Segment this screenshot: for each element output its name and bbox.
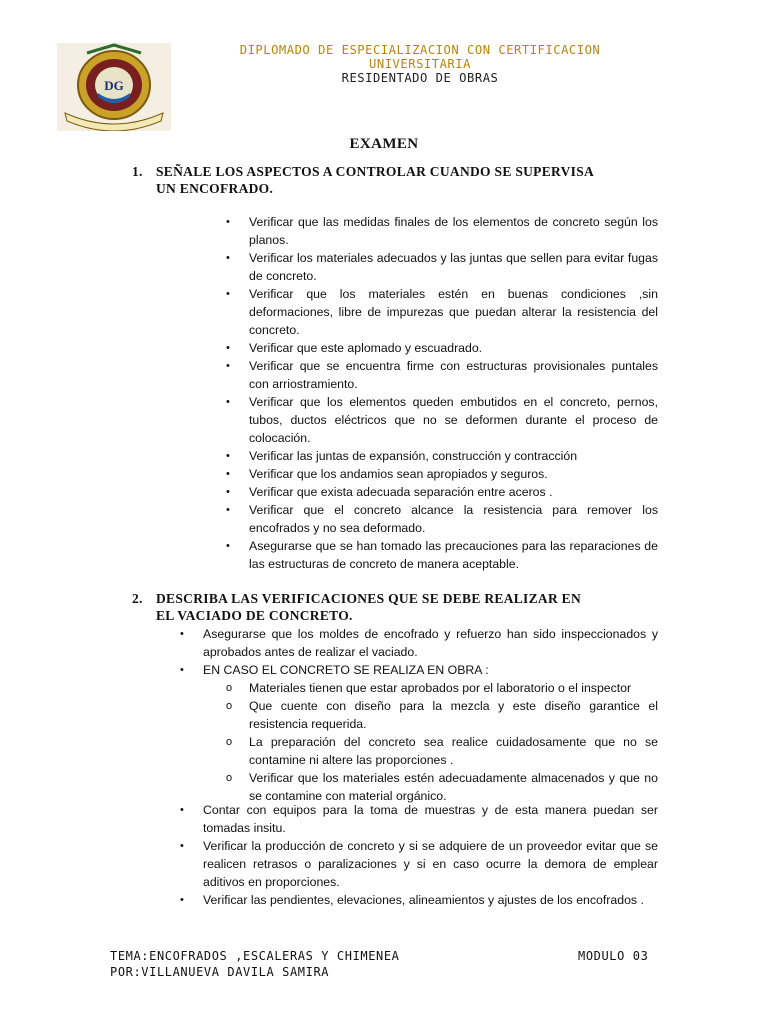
list-item: • Verificar que se encuentra firme con estructuras provisionales puntales con arriostramiento. (226, 359, 658, 391)
institution-logo (57, 43, 171, 131)
list-item: • Verificar que exista adecuada separación entre aceros . (226, 485, 553, 499)
question-1 (132, 163, 658, 197)
circle-bullet-icon: o (226, 736, 233, 748)
bullet-icon: • (226, 540, 230, 552)
list-item: • EN CASO EL CONCRETO SE REALIZA EN OBRA : (180, 663, 489, 677)
list-item: • Verificar que este aplomado y escuadrado. (226, 341, 483, 355)
list-item: • Verificar que los andamios sean apropiados y seguros. (226, 467, 548, 481)
bullet-icon: • (226, 504, 230, 516)
question-1-line-1: SEÑALE LOS ASPECTOS A CONTROLAR CUANDO SE SUPERVISA (156, 164, 595, 179)
bullet-icon: • (180, 840, 184, 852)
bullet-icon: • (226, 288, 230, 300)
question-2-line-2: EL VACIADO DE CONCRETO. (156, 608, 353, 623)
circle-bullet-icon: o (226, 682, 233, 694)
circle-bullet-icon: o (226, 700, 233, 712)
circle-bullet-icon: o (226, 772, 233, 784)
seal-icon (57, 43, 171, 131)
sub-list-item: o Verificar que los materiales estén adecuadamente almacenados y que no se contamine con material orgánico. (226, 771, 658, 803)
bullet-icon: • (226, 360, 230, 372)
bullet-icon: • (180, 664, 184, 676)
question-2-answer-list-b (180, 801, 658, 909)
list-item: • Verificar que los materiales estén en buenas condiciones ,sin deformaciones, libre de impurezas que puedan alterar la resistencia del concreto. (226, 287, 658, 337)
question-1-line-2: UN ENCOFRADO. (156, 181, 274, 196)
question-2-sub-list (226, 679, 658, 805)
question-1-answer-list (226, 213, 658, 573)
document-header (200, 43, 640, 85)
list-item: • Verificar las juntas de expansión, construcción y contracción (226, 449, 578, 463)
header-program-line-1: DIPLOMADO DE ESPECIALIZACION CON CERTIFICACION (239, 43, 601, 57)
header-program-line-2: UNIVERSITARIA (369, 57, 471, 71)
list-item: • Verificar que los elementos queden embutidos en el concreto, pernos, tubos, ductos eléctricos que no se deformen durante el proceso de colocación. (226, 395, 658, 445)
question-1-number: 1. (132, 164, 143, 179)
bullet-icon: • (226, 342, 230, 354)
header-course: RESIDENTADO DE OBRAS (341, 71, 499, 85)
list-item: • Verificar las pendientes, elevaciones, alineamientos y ajustes de los encofrados . (180, 893, 644, 907)
question-2-line-1: DESCRIBA LAS VERIFICACIONES QUE SE DEBE REALIZAR EN (156, 591, 582, 606)
footer-topic: TEMA:ENCOFRADOS ,ESCALERAS Y CHIMENEA (110, 949, 400, 963)
bullet-icon: • (226, 252, 230, 264)
list-item: • Verificar los materiales adecuados y las juntas que sellen para evitar fugas de concreto. (226, 251, 658, 283)
list-item: • Asegurarse que se han tomado las precauciones para las reparaciones de las estructuras de concreto de manera aceptable. (226, 539, 658, 571)
bullet-icon: • (180, 894, 184, 906)
footer-author: POR:VILLANUEVA DAVILA SAMIRA (110, 965, 330, 979)
exam-title: EXAMEN (349, 136, 419, 152)
bullet-icon: • (226, 216, 230, 228)
sub-list-item: o Que cuente con diseño para la mezcla y este diseño garantice el resistencia requerida. (226, 699, 658, 731)
list-item: • Verificar que el concreto alcance la resistencia para remover los encofrados y no sea deformado. (226, 503, 658, 535)
list-item: • Contar con equipos para la toma de muestras y de esta manera puedan ser tomadas insitu. (180, 803, 658, 835)
question-2-number: 2. (132, 591, 143, 606)
bullet-icon: • (226, 450, 230, 462)
svg-text:DG: DG (104, 78, 124, 93)
bullet-icon: • (226, 486, 230, 498)
list-item: • Verificar la producción de concreto y si se adquiere de un proveedor evitar que se realicen retrasos o paralizaciones y si en caso ocurre la demora de emplear aditivos en proporciones. (180, 839, 658, 889)
bullet-icon: • (180, 628, 184, 640)
bullet-icon: • (226, 468, 230, 480)
list-item: • Asegurarse que los moldes de encofrado y refuerzo han sido inspeccionados y aprobados antes de realizar el vaciado. (180, 627, 658, 659)
bullet-icon: • (180, 804, 184, 816)
sub-list-item: o La preparación del concreto sea realice cuidadosamente que no se contamine ni altere las proporciones . (226, 735, 658, 767)
question-2 (132, 590, 658, 624)
bullet-icon: • (226, 396, 230, 408)
sub-list-item: o Materiales tienen que estar aprobados por el laboratorio o el inspector (226, 681, 632, 695)
list-item: • Verificar que las medidas finales de los elementos de concreto según los planos. (226, 215, 658, 247)
footer-module: MODULO 03 (578, 949, 649, 963)
question-2-answer-list-a (180, 625, 658, 679)
